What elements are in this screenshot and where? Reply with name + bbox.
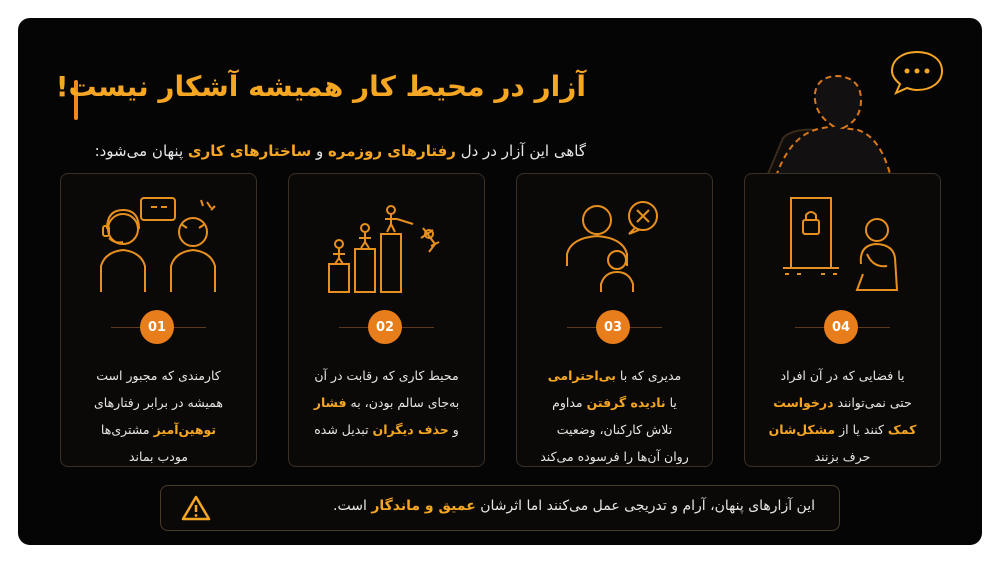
card-text-segment: مشتری‌ها [100, 422, 154, 437]
card-text-highlight: فشار [313, 395, 347, 410]
locked-door-person-icon [767, 194, 917, 294]
footer-suffix: است. [333, 498, 372, 514]
card-02 [288, 173, 485, 467]
card-text-highlight: بی‌احترامی [547, 368, 616, 383]
card-text-segment: همیشه در برابر رفتارهای [93, 395, 223, 410]
card-text-line [765, 362, 920, 389]
card-text-segment: روان آن‌ها را فرسوده می‌کند [540, 449, 689, 464]
card-text-line [537, 389, 692, 416]
card-text-segment: کنند یا از [835, 422, 888, 437]
card-text-line [81, 443, 236, 470]
card-text-segment: کارمندی که مجبور است [96, 368, 221, 383]
card-text-segment: تبدیل شده [314, 422, 373, 437]
card-text-segment: به‌جای سالم بودن، به [346, 395, 460, 410]
card-text [81, 362, 236, 470]
card-text-line [81, 362, 236, 389]
card-text-line [309, 416, 464, 443]
card-03 [516, 173, 713, 467]
footer-prefix: این آزارهای پنهان، آرام و تدریجی عمل می‌کنند اما اثرشان [475, 498, 815, 514]
card-text-segment: حتی نمی‌توانند [833, 395, 912, 410]
card-text-segment: مدیری که با [615, 368, 682, 383]
subtitle-prefix: گاهی این آزار در دل [455, 142, 586, 160]
card-text-segment: یا [665, 395, 677, 410]
card-text-line [765, 416, 920, 443]
card-text-line [537, 416, 692, 443]
card-text-highlight: توهین‌آمیز [153, 422, 217, 437]
card-text-segment: یا فضایی که در آن افراد [780, 368, 905, 383]
card-text-highlight: مشکل‌شان [768, 422, 836, 437]
card-text-line [309, 389, 464, 416]
card-text-segment: مداوم [552, 395, 587, 410]
card-text-line [537, 443, 692, 470]
card-text-segment: و [448, 422, 459, 437]
footer-text [333, 498, 815, 514]
page-title: آزار در محیط کار همیشه آشکار نیست! [55, 70, 586, 103]
card-text-segment: محیط کاری که رقابت در آن [314, 368, 459, 383]
card-text-line [81, 389, 236, 416]
customer-service-conflict-icon [83, 194, 233, 294]
card-01 [60, 173, 257, 467]
card-text-line [765, 443, 920, 470]
footer-highlight: عمیق و ماندگار [371, 498, 476, 514]
card-number-badge: 03 [596, 310, 630, 344]
subtitle-suffix: پنهان می‌شود: [94, 142, 188, 160]
card-04 [744, 173, 941, 467]
card-number-badge: 02 [368, 310, 402, 344]
infographic-frame [18, 18, 982, 545]
card-text [309, 362, 464, 443]
card-text-highlight: حذف دیگران [372, 422, 449, 437]
card-text-highlight: کمک [887, 422, 917, 437]
card-number-badge: 04 [824, 310, 858, 344]
ignored-employee-icon [539, 194, 689, 294]
card-text-line [81, 416, 236, 443]
card-text [537, 362, 692, 470]
competition-podium-icon [311, 194, 461, 294]
footer-note [160, 485, 840, 531]
card-text-segment: مودب بماند [128, 449, 188, 464]
card-number-badge: 01 [140, 310, 174, 344]
card-text-highlight: درخواست [773, 395, 834, 410]
card-text-line [765, 389, 920, 416]
page-subtitle [95, 142, 586, 160]
card-text-line [537, 362, 692, 389]
card-text-highlight: نادیده گرفتن [586, 395, 666, 410]
card-text-segment: حرف بزنند [814, 449, 871, 464]
card-text [765, 362, 920, 470]
warning-icon [181, 494, 211, 522]
card-text-line [309, 362, 464, 389]
subtitle-highlight-2: ساختارهای کاری [187, 142, 312, 160]
subtitle-highlight-1: رفتارهای روزمره [328, 142, 456, 160]
subtitle-mid: و [311, 142, 329, 160]
card-text-segment: تلاش کارکنان، وضعیت [556, 422, 673, 437]
speech-bubble-icon [888, 48, 946, 96]
